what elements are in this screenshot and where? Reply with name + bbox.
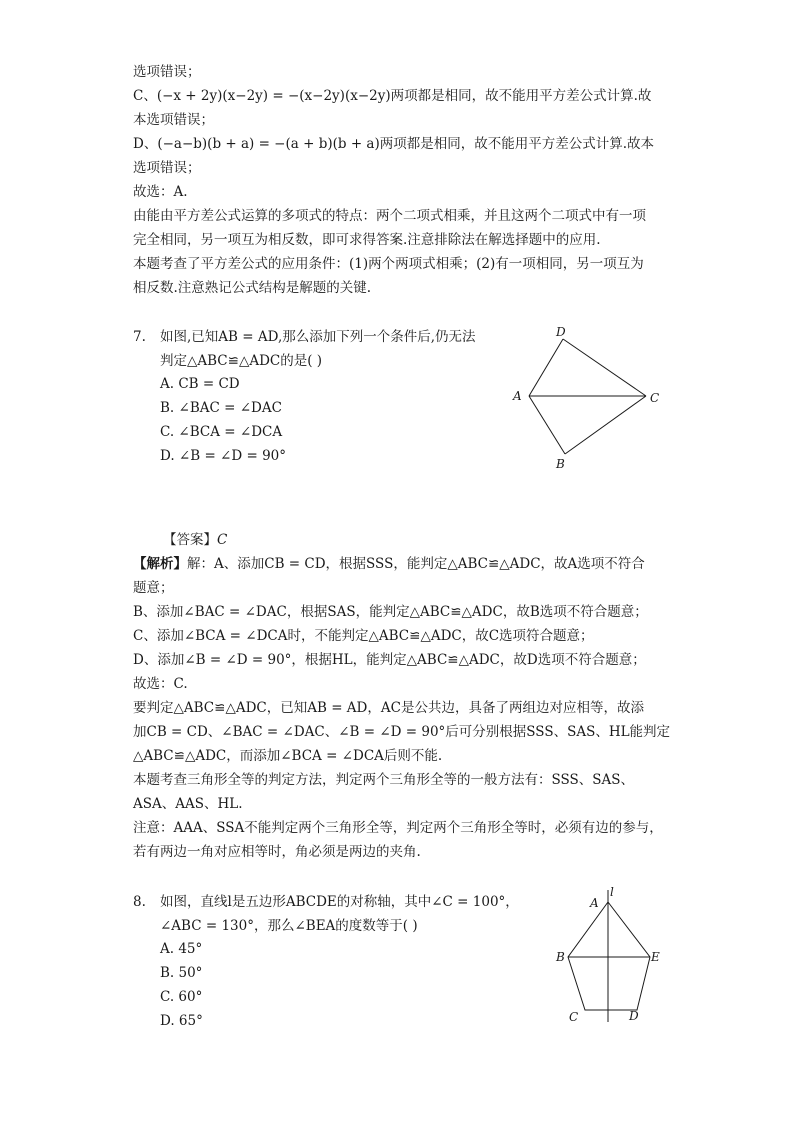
label-c: C <box>569 1010 579 1024</box>
option-a: A. CB = CD <box>160 376 240 392</box>
option-c: C. 60° <box>160 989 203 1005</box>
text-line: 相反数.注意熟记公式结构是解题的关键. <box>133 280 372 296</box>
option-a: A. 45° <box>160 941 203 957</box>
question-stem: 如图,已知AB = AD,那么添加下列一个条件后,仍无法 <box>160 329 476 345</box>
analysis-line: 加CB = CD、∠BAC = ∠DAC、∠B = ∠D = 90°后可分别根据SSS、SAS、HL能判定 <box>133 724 671 740</box>
analysis-line: C、添加∠BCA = ∠DCA时，不能判定△ABC≌△ADC，故C选项符合题意； <box>133 628 594 644</box>
answer-value: C <box>217 532 228 548</box>
text-line: C、(−x + 2y)(x−2y) = −(x−2y)(x−2y)两项都是相同，故不能用平方差公式计算.故 <box>133 88 652 104</box>
question-stem: 判定△ABC≌△ADC的是( ) <box>160 353 323 369</box>
question-stem: ∠ABC = 130°，那么∠BEA的度数等于( ) <box>160 918 418 934</box>
text-line: 本选项错误； <box>133 112 214 128</box>
text-line: 故选：A. <box>133 184 188 200</box>
question-number: 7. <box>133 329 146 345</box>
label-c: C <box>650 391 660 405</box>
segment-bc <box>565 396 646 454</box>
segment-ab <box>529 396 565 454</box>
label-d: D <box>556 325 566 339</box>
text-line: 本题考查了平方差公式的应用条件：(1)两个两项式相乘；(2)有一项相同，另一项互为 <box>133 256 644 272</box>
analysis-line: 故选：C. <box>133 676 188 692</box>
answer-line <box>163 530 227 550</box>
analysis-line: B、添加∠BAC = ∠DAC，根据SAS，能判定△ABC≌△ADC，故B选项不符合题意； <box>133 604 648 620</box>
quadrilateral-figure <box>505 320 675 475</box>
question-stem: 如图，直线l是五边形ABCDE的对称轴，其中∠C = 100°， <box>160 894 519 910</box>
analysis-line: 若有两边一角对应相等时，角必须是两边的夹角. <box>133 844 421 860</box>
text-line: 选项错误； <box>133 64 201 80</box>
label-b: B <box>556 457 565 471</box>
option-b: B. 50° <box>160 965 203 981</box>
answer-tag: 【答案】 <box>163 532 217 548</box>
label-a: A <box>590 896 599 910</box>
analysis-line: 注意：AAA、SSA不能判定两个三角形全等，判定两个三角形全等时，必须有边的参与， <box>133 820 663 836</box>
pentagon-abcde <box>568 902 650 1010</box>
text-line: 选项错误； <box>133 160 201 176</box>
label-e: E <box>651 950 660 964</box>
label-b: B <box>556 950 565 964</box>
label-l: l <box>610 885 614 899</box>
analysis-line: 要判定△ABC≌△ADC，已知AB = AD，AC是公共边，具备了两组边对应相等，故添 <box>133 700 644 716</box>
analysis-line: 题意； <box>133 580 174 596</box>
option-c: C. ∠BCA = ∠DCA <box>160 424 283 440</box>
analysis-line: 本题考查三角形全等的判定方法，判定两个三角形全等的一般方法有：SSS、SAS、 <box>133 772 635 788</box>
segment-ad <box>529 339 563 396</box>
option-b: B. ∠BAC = ∠DAC <box>160 400 282 416</box>
analysis-line: △ABC≌△ADC，而添加∠BCA = ∠DCA后则不能. <box>133 748 443 764</box>
text-line: D、(−a−b)(b + a) = −(a + b)(b + a)两项都是相同，故不能用平方差公式计算.故本 <box>133 136 655 152</box>
option-d: D. 65° <box>160 1013 203 1029</box>
text-line: 完全相同，另一项互为相反数，即可求得答案.注意排除法在解选择题中的应用. <box>133 232 601 248</box>
analysis-line: ASA、AAS、HL. <box>133 796 243 812</box>
segment-dc <box>563 339 646 396</box>
analysis-line <box>133 554 645 574</box>
label-d: D <box>629 1009 639 1023</box>
analysis-tag: 【解析】 <box>133 556 187 572</box>
pentagon-figure <box>548 880 668 1030</box>
label-a: A <box>513 389 522 403</box>
analysis-text: 解：A、添加CB = CD，根据SSS，能判定△ABC≌△ADC，故A选项不符合 <box>187 556 645 572</box>
question-number: 8. <box>133 894 146 910</box>
text-line: 由能由平方差公式运算的多项式的特点：两个二项式相乘，并且这两个二项式中有一项 <box>133 208 646 224</box>
option-d: D. ∠B = ∠D = 90° <box>160 448 287 464</box>
analysis-line: D、添加∠B = ∠D = 90°，根据HL，能判定△ABC≌△ADC，故D选项不符合题意； <box>133 652 646 668</box>
